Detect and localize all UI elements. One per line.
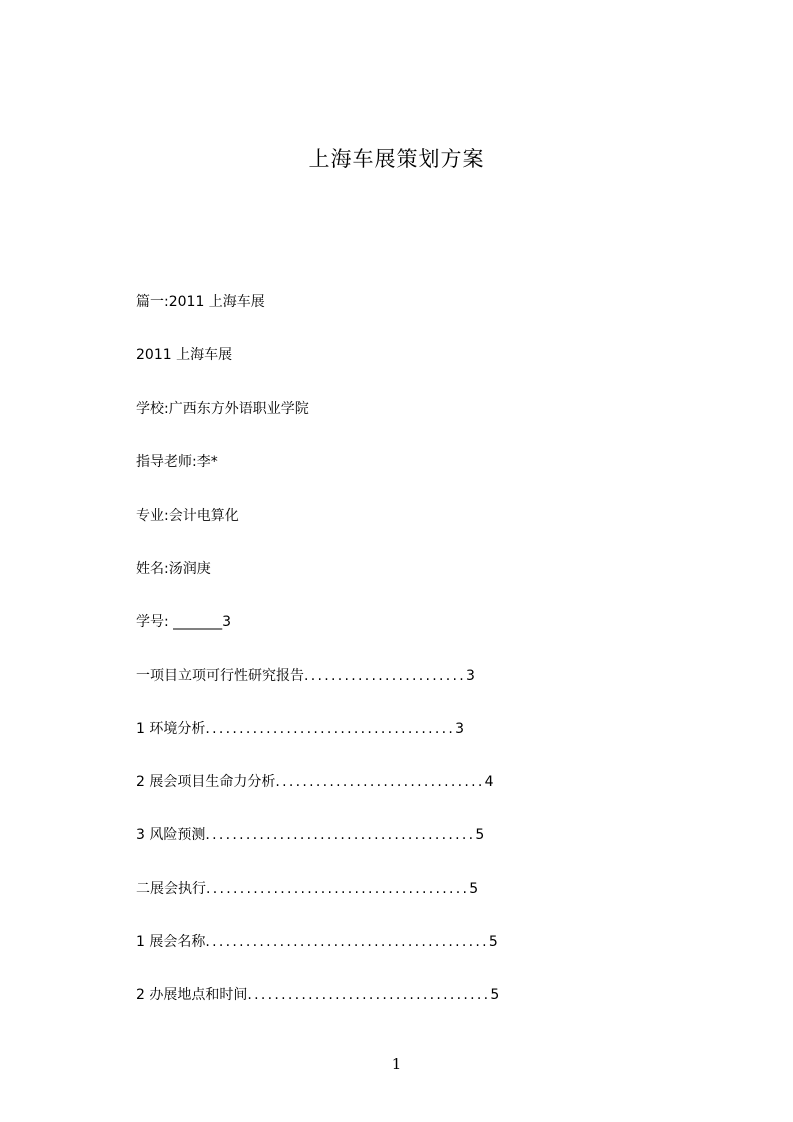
- toc-label: 1 展会名称: [136, 934, 206, 950]
- toc-page: 5: [475, 827, 485, 843]
- toc-page: 5: [488, 934, 498, 950]
- toc-label: 一项目立项可行性研究报告: [136, 668, 304, 684]
- section-heading: 篇一:2011 上海车展: [136, 294, 265, 310]
- toc-page: 3: [466, 668, 475, 684]
- toc-entry: [136, 985, 499, 1005]
- toc-label: 1 环境分析: [136, 721, 206, 737]
- toc-label: 二展会执行: [136, 881, 206, 897]
- document-title: 上海车展策划方案: [308, 147, 485, 171]
- toc-page: 3: [455, 721, 465, 737]
- toc-entry: [136, 825, 484, 845]
- page-number: 1: [391, 1055, 402, 1073]
- subtitle-line: 2011 上海车展: [136, 347, 233, 363]
- name-line: 姓名:汤润庚: [136, 561, 211, 577]
- toc-entry: [136, 666, 475, 686]
- advisor-line: 指导老师:李*: [136, 454, 218, 470]
- toc-entry: [136, 772, 494, 792]
- toc-leader: ....................................: [247, 987, 491, 1003]
- toc-page: 5: [490, 987, 500, 1003]
- student-id-line: 学号: _______3: [136, 614, 232, 630]
- toc-leader: ...............................: [275, 774, 485, 790]
- toc-label: 2 办展地点和时间: [136, 987, 248, 1003]
- toc-leader: .....................................: [205, 721, 456, 737]
- school-line: 学校:广西东方外语职业学院: [136, 401, 309, 417]
- toc-leader: .......................................: [206, 881, 470, 897]
- toc-leader: ........................................: [205, 827, 476, 843]
- toc-entry: [136, 879, 478, 899]
- major-line: 专业:会计电算化: [136, 508, 239, 524]
- toc-label: 2 展会项目生命力分析: [136, 774, 276, 790]
- toc-page: 5: [469, 881, 479, 897]
- toc-entry: [136, 932, 498, 952]
- toc-leader: ..........................................: [205, 934, 489, 950]
- toc-leader: ........................: [304, 668, 467, 684]
- toc-label: 3 风险预测: [136, 827, 206, 843]
- toc-page: 4: [484, 774, 494, 790]
- toc-entry: [136, 719, 464, 739]
